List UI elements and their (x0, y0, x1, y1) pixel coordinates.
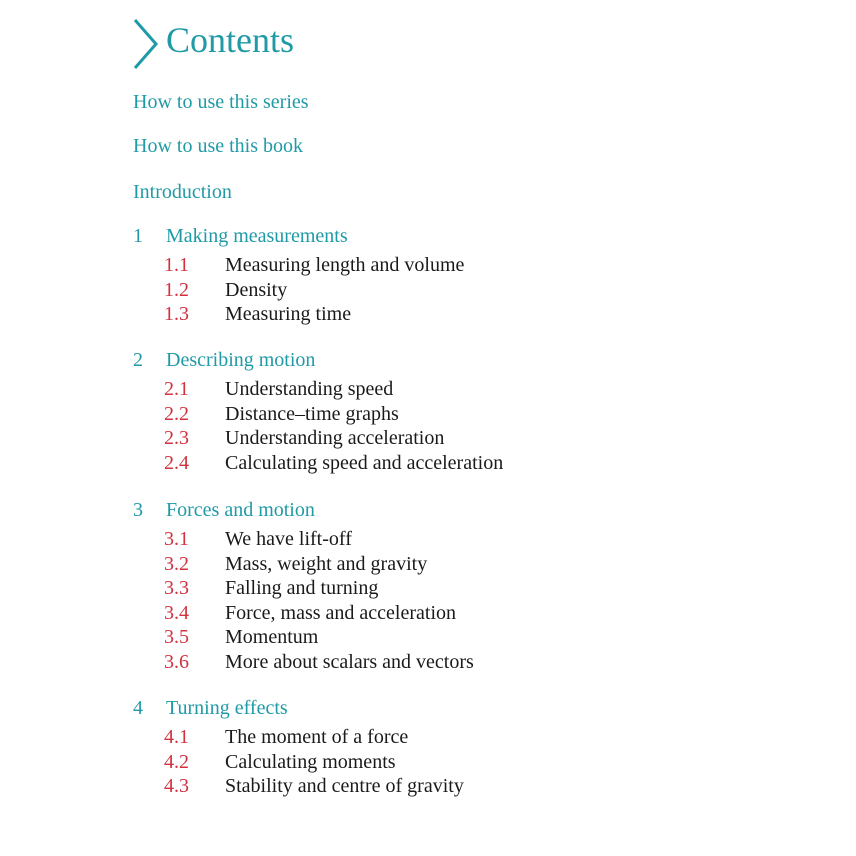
section-item[interactable] (133, 278, 813, 303)
section-title: Distance–time graphs (225, 402, 399, 425)
section-number: 3.5 (164, 626, 189, 649)
section-number: 4.3 (164, 775, 189, 798)
toc-link-how-to-use-series[interactable]: How to use this series (133, 91, 309, 113)
section-item[interactable] (133, 302, 813, 327)
section-item[interactable] (133, 426, 813, 451)
section-title: Falling and turning (225, 577, 379, 600)
section-number: 3.2 (164, 552, 189, 575)
section-title: Momentum (225, 626, 319, 649)
chapter-4 (133, 695, 813, 799)
section-title: Understanding acceleration (225, 427, 445, 450)
chapter-number: 3 (133, 499, 143, 521)
chapter-title: Describing motion (166, 349, 316, 371)
section-item[interactable] (133, 552, 813, 577)
section-item[interactable] (133, 377, 813, 402)
chapter-number: 2 (133, 349, 143, 371)
section-item[interactable] (133, 402, 813, 427)
section-title: Mass, weight and gravity (225, 552, 428, 575)
section-list (133, 725, 813, 799)
section-item[interactable] (133, 451, 813, 476)
section-title: Understanding speed (225, 378, 394, 400)
section-item[interactable] (133, 625, 813, 650)
section-number: 3.6 (164, 650, 189, 673)
section-title: Stability and centre of gravity (225, 775, 464, 798)
section-item[interactable] (133, 725, 813, 750)
chapter-heading[interactable] (133, 695, 813, 721)
section-item[interactable] (133, 650, 813, 675)
section-list (133, 377, 813, 475)
chapter-title: Forces and motion (166, 499, 315, 521)
section-title: Calculating moments (225, 750, 396, 773)
section-title: Density (225, 278, 288, 301)
page-title: Contents (166, 20, 295, 60)
section-number: 2.4 (164, 451, 189, 474)
chapter-2 (133, 347, 813, 475)
chevron-right-icon (132, 18, 160, 70)
chapter-heading[interactable] (133, 347, 813, 373)
chapter-3 (133, 497, 813, 675)
section-item[interactable] (133, 253, 813, 278)
chapter-title: Turning effects (166, 697, 288, 719)
toc-link-how-to-use-book[interactable]: How to use this book (133, 135, 303, 157)
section-item[interactable] (133, 774, 813, 799)
toc-link-introduction[interactable]: Introduction (133, 181, 232, 203)
section-number: 4.2 (164, 750, 189, 773)
section-list (133, 253, 813, 327)
section-item[interactable] (133, 576, 813, 601)
section-item[interactable] (133, 527, 813, 552)
section-number: 2.2 (164, 402, 189, 425)
section-title: The moment of a force (225, 726, 409, 748)
section-number: 1.1 (164, 254, 189, 276)
section-item[interactable] (133, 750, 813, 775)
section-number: 2.1 (164, 378, 189, 400)
section-number: 4.1 (164, 726, 189, 748)
chapter-1 (133, 223, 813, 327)
section-title: More about scalars and vectors (225, 650, 474, 673)
chapter-number: 1 (133, 225, 143, 247)
section-title: Force, mass and acceleration (225, 601, 457, 624)
section-list (133, 527, 813, 675)
section-number: 3.4 (164, 601, 189, 624)
chapter-heading[interactable] (133, 223, 813, 249)
chapter-number: 4 (133, 697, 143, 719)
section-title: We have lift-off (225, 528, 352, 550)
section-title: Measuring time (225, 303, 352, 326)
section-number: 3.1 (164, 528, 189, 550)
section-number: 1.3 (164, 303, 189, 326)
section-item[interactable] (133, 601, 813, 626)
section-title: Measuring length and volume (225, 254, 465, 276)
section-number: 1.2 (164, 278, 189, 301)
section-number: 3.3 (164, 577, 189, 600)
section-number: 2.3 (164, 427, 189, 450)
section-title: Calculating speed and acceleration (225, 451, 504, 474)
chapter-title: Making measurements (166, 225, 348, 247)
chapter-heading[interactable] (133, 497, 813, 523)
